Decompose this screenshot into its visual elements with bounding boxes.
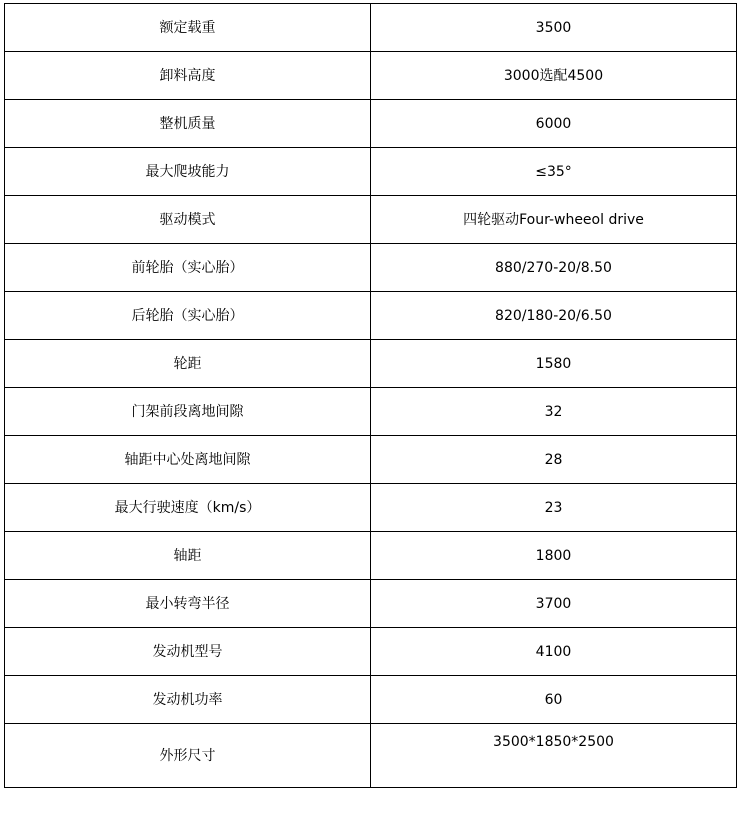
row-label: 轮距 [5,340,371,388]
row-label: 发动机功率 [5,676,371,724]
row-label: 轴距中心处离地间隙 [5,436,371,484]
row-value: 28 [371,436,737,484]
row-label: 额定载重 [5,4,371,52]
table-row [5,388,737,436]
row-value: 32 [371,388,737,436]
row-value: 3700 [371,580,737,628]
table-row [5,340,737,388]
row-label: 最大爬坡能力 [5,148,371,196]
row-label: 轴距 [5,532,371,580]
row-value: 4100 [371,628,737,676]
row-value: ≤35° [371,148,737,196]
row-label: 门架前段离地间隙 [5,388,371,436]
spec-table [4,3,737,788]
table-row [5,532,737,580]
table-row [5,244,737,292]
row-value: 880/270-20/8.50 [371,244,737,292]
row-value: 60 [371,676,737,724]
table-row [5,52,737,100]
row-value: 1800 [371,532,737,580]
row-label: 最小转弯半径 [5,580,371,628]
table-row [5,292,737,340]
row-label: 卸料高度 [5,52,371,100]
row-label: 外形尺寸 [5,724,371,788]
row-label: 最大行驶速度（km/s） [5,484,371,532]
row-label: 前轮胎（实心胎） [5,244,371,292]
table-row [5,436,737,484]
row-value: 四轮驱动Four-wheeol drive [371,196,737,244]
table-row [5,724,737,788]
row-label: 驱动模式 [5,196,371,244]
row-value: 3500 [371,4,737,52]
table-row [5,628,737,676]
row-label: 发动机型号 [5,628,371,676]
row-value: 3000选配4500 [371,52,737,100]
row-value: 23 [371,484,737,532]
table-row [5,676,737,724]
table-row [5,148,737,196]
row-value: 3500*1850*2500 [371,724,737,788]
table-row [5,4,737,52]
row-value: 6000 [371,100,737,148]
row-value: 1580 [371,340,737,388]
row-label: 后轮胎（实心胎） [5,292,371,340]
table-row [5,580,737,628]
row-label: 整机质量 [5,100,371,148]
table-row [5,484,737,532]
table-row [5,100,737,148]
row-value: 820/180-20/6.50 [371,292,737,340]
table-row [5,196,737,244]
